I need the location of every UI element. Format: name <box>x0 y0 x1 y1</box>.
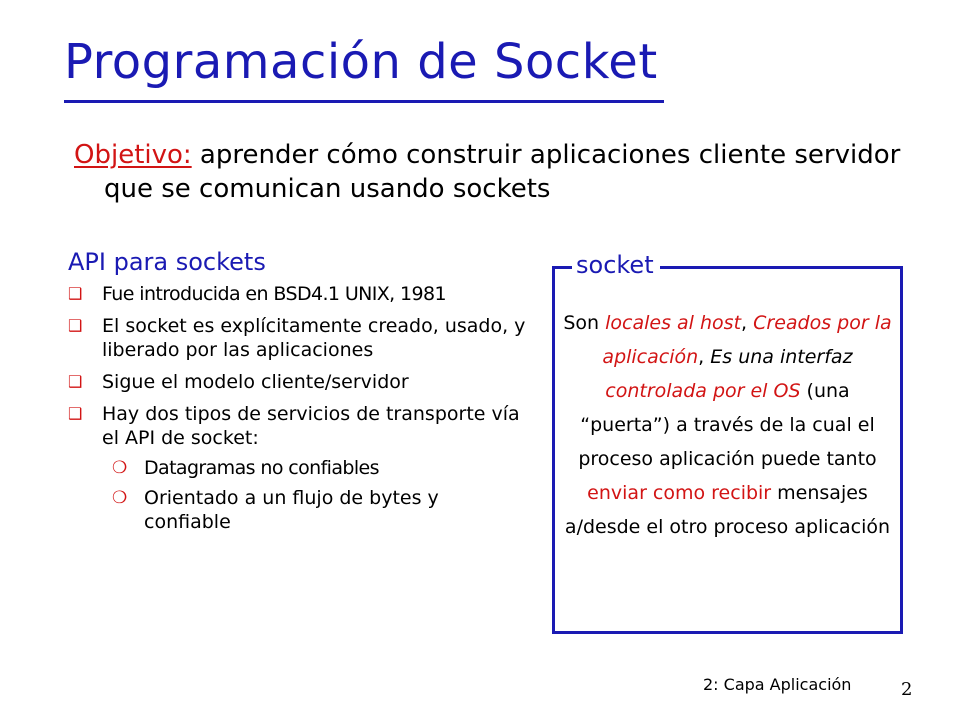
socket-text-part: Creados por la aplicación <box>602 312 892 368</box>
checkbox-bullet-icon: ❑ <box>68 316 83 335</box>
bullet-item <box>68 402 528 534</box>
checkbox-bullet-icon: ❑ <box>68 372 83 391</box>
objective-statement <box>74 138 954 206</box>
api-heading: API para sockets <box>68 248 266 276</box>
socket-text-part: locales al host <box>605 312 742 334</box>
checkbox-bullet-icon: ❑ <box>68 284 83 303</box>
chapter-footer: 2: Capa Aplicación <box>703 675 852 694</box>
circle-bullet-icon: ❍ <box>112 458 128 478</box>
objective-label: Objetivo: <box>74 140 192 170</box>
sub-bullet-item <box>102 456 528 480</box>
bullet-item <box>68 314 528 362</box>
circle-bullet-icon: ❍ <box>112 488 128 508</box>
socket-text-part: controlada por el OS <box>605 380 801 402</box>
sub-bullet-text: Datagramas no confiables <box>144 457 379 479</box>
title-underline <box>64 100 664 103</box>
sub-bullet-item <box>102 486 528 534</box>
socket-box-label: socket <box>572 248 660 282</box>
bullet-text: El socket es explícitamente creado, usado, y liberado por las aplicaciones <box>102 315 526 361</box>
objective-text: aprender cómo construir aplicaciones cliente servidor que se comunican usando sockets <box>104 140 901 204</box>
socket-text-part: , <box>698 346 711 368</box>
bullet-item <box>68 370 528 394</box>
checkbox-bullet-icon: ❑ <box>68 404 83 423</box>
socket-text-part: enviar como recibir <box>587 482 772 504</box>
socket-text-part: mensajes a/desde el otro proceso aplicación <box>564 482 891 538</box>
sub-bullet-text: Orientado a un flujo de bytes y confiable <box>144 487 439 533</box>
socket-description <box>560 306 895 544</box>
sub-bullet-list <box>102 456 528 534</box>
page-number: 2 <box>901 679 913 700</box>
bullet-item <box>68 282 528 306</box>
socket-text-part: Es una interfaz <box>710 346 853 368</box>
socket-text-part: , <box>741 312 754 334</box>
socket-text-part: (una “puerta”) a través de la cual el proceso aplicación puede tanto <box>578 380 877 470</box>
bullet-text: Hay dos tipos de servicios de transporte vía el API de socket: <box>102 403 520 449</box>
bullet-text: Fue introducida en BSD4.1 UNIX, 1981 <box>102 283 447 305</box>
slide-title: Programación de Socket <box>64 34 658 90</box>
api-bullet-list <box>68 282 528 542</box>
bullet-text: Sigue el modelo cliente/servidor <box>102 371 409 393</box>
socket-text-part: Son <box>563 312 606 334</box>
